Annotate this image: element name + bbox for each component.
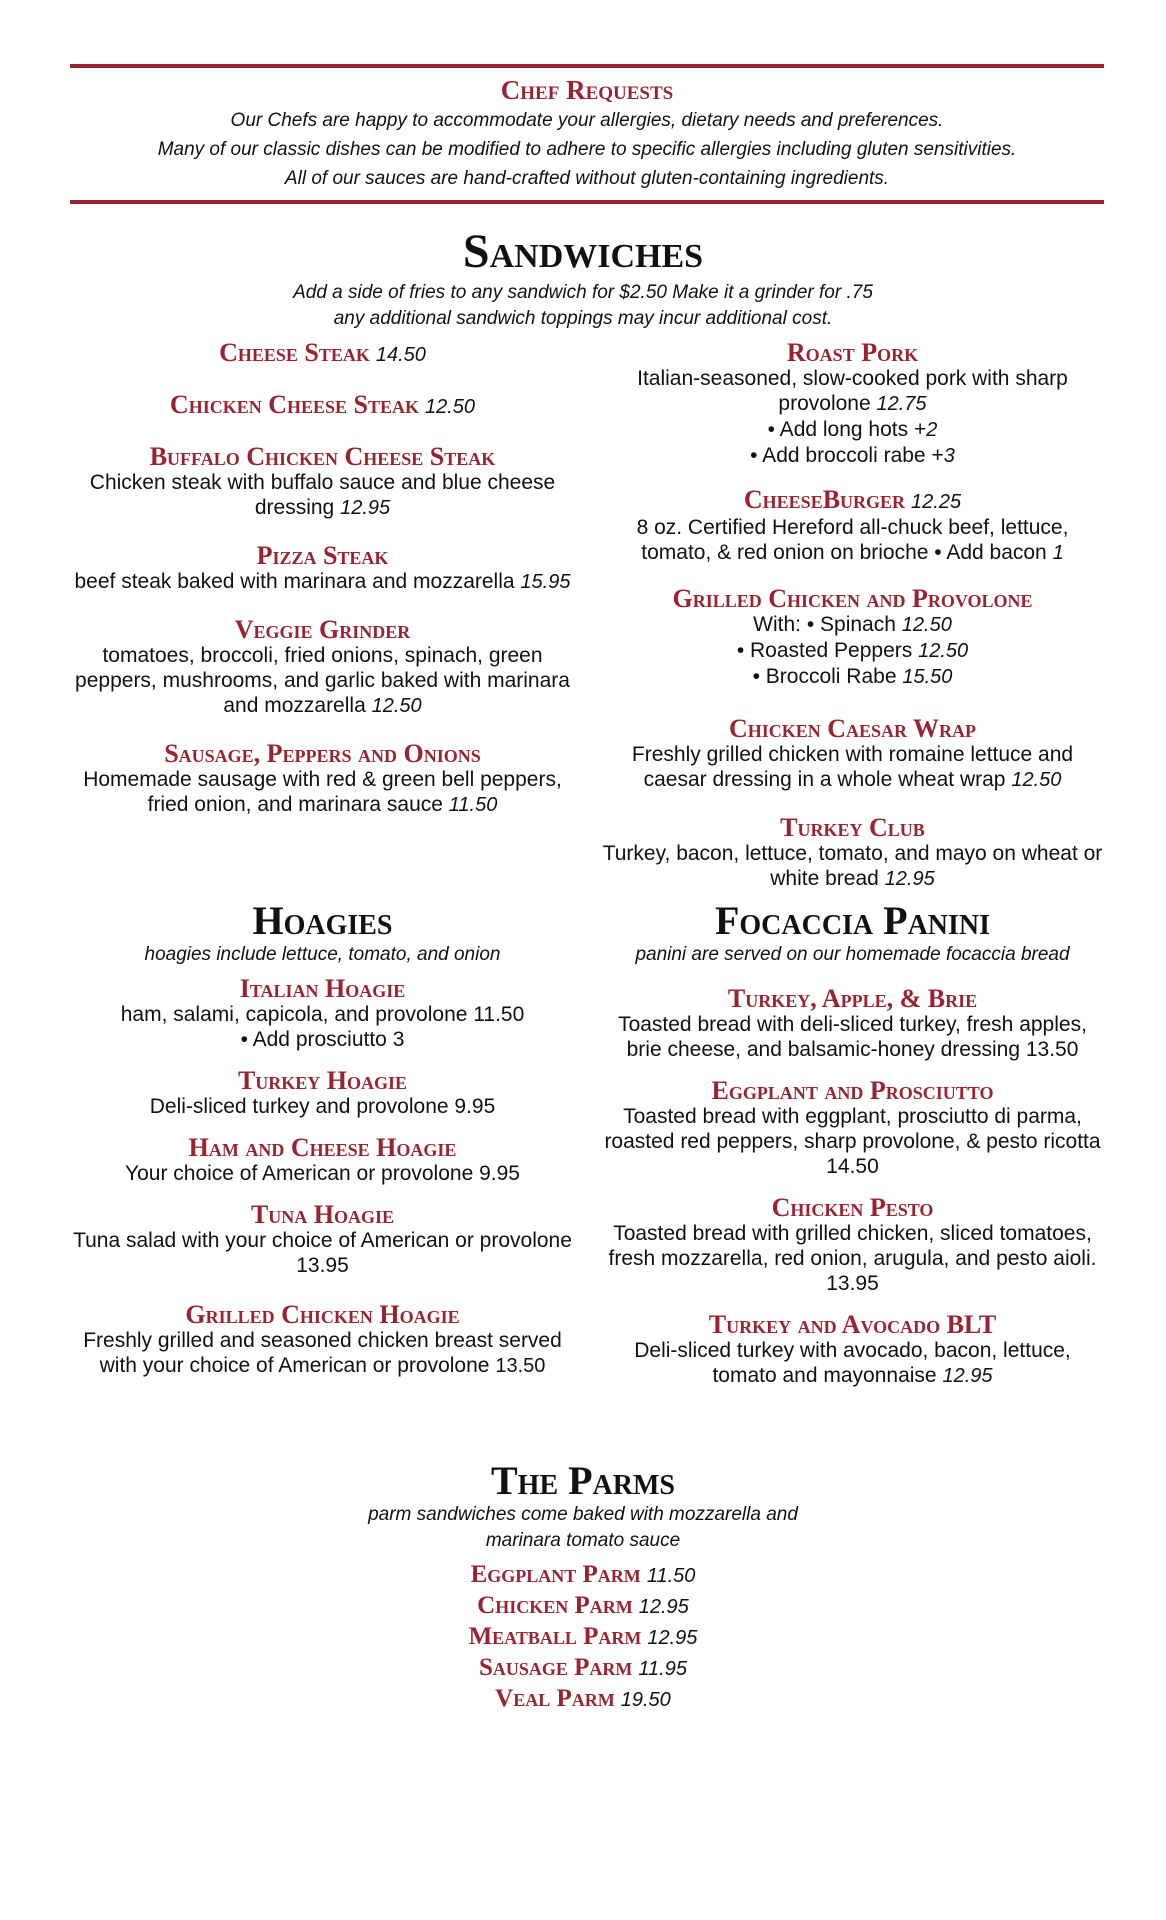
parms-title: The Parms <box>490 1458 675 1503</box>
item-desc: Toasted bread with eggplant, prosciutto di parma, roasted red peppers, sharp provolone, & pesto ricotta 14.50 <box>604 1105 1101 1178</box>
addon-prosciutto: • Add prosciutto 3 <box>240 1028 405 1051</box>
item-price: 12.25 <box>911 491 962 513</box>
item-desc: Homemade sausage with red & green bell peppers, fried onion, and marinara sauce <box>83 768 562 816</box>
item-desc: Chicken steak with buffalo sauce and blue cheese dressing <box>89 471 556 519</box>
parms-list <box>283 1560 883 1715</box>
chef-requests-title: Chef Requests <box>500 75 674 105</box>
item-name: Chicken Cheese Steak <box>169 390 419 419</box>
item-desc: Italian-seasoned, slow-cooked pork with sharp provolone <box>637 367 1068 415</box>
menu-item <box>70 976 575 1052</box>
menu-item-roast-pork <box>600 340 1105 469</box>
menu-item <box>283 1560 883 1591</box>
addon-price: 2 <box>926 419 938 441</box>
item-desc: Freshly grilled and seasoned chicken breast served with your choice of American or provolone <box>83 1329 562 1377</box>
item-name: Meatball Parm <box>468 1623 642 1650</box>
sandwiches-right-column <box>600 340 1105 914</box>
item-price: 12.50 <box>1011 769 1062 791</box>
item-desc: Tuna salad with your choice of American or provolone 13.95 <box>73 1229 572 1277</box>
menu-item <box>283 1591 883 1622</box>
item-desc: Toasted bread with deli-sliced turkey, fresh apples, brie cheese, and balsamic-honey dressing 13.50 <box>618 1013 1087 1061</box>
item-desc: beef steak baked with marinara and mozzarella <box>74 570 515 593</box>
item-name: Chicken Pesto <box>771 1193 934 1222</box>
menu-item <box>70 340 575 368</box>
menu-item <box>70 1068 575 1119</box>
item-name: Veggie Grinder <box>234 615 411 644</box>
menu-item <box>70 1302 575 1379</box>
item-price: 11.50 <box>448 794 498 816</box>
chef-line-1: Our Chefs are happy to accommodate your allergies, dietary needs and preferences. <box>230 110 944 131</box>
option-price: 15.50 <box>902 666 953 688</box>
item-name: Ham and Cheese Hoagie <box>188 1133 457 1162</box>
item-desc: ham, salami, capicola, and provolone 11.50 <box>120 1003 525 1026</box>
menu-item-chicken-caesar-wrap <box>600 716 1105 793</box>
option-price: 12.50 <box>901 614 952 636</box>
panini-column <box>600 986 1105 1411</box>
item-price: 12.95 <box>638 1596 689 1618</box>
item-name: Turkey Hoagie <box>237 1066 408 1095</box>
item-name: Sausage, Peppers and Onions <box>164 739 481 768</box>
item-desc: Freshly grilled chicken with romaine lettuce and caesar dressing in a whole wheat wrap <box>631 743 1074 791</box>
hoagies-title: Hoagies <box>252 898 393 943</box>
item-price: 12.95 <box>942 1365 993 1387</box>
item-name: Eggplant Parm <box>470 1561 641 1588</box>
item-name: Grilled Chicken and Provolone <box>672 584 1033 613</box>
item-price: 12.50 <box>371 695 422 717</box>
parms-sub-2: marinara tomato sauce <box>485 1530 681 1551</box>
menu-item <box>283 1684 883 1715</box>
item-price: 19.50 <box>620 1689 671 1711</box>
menu-item <box>283 1622 883 1653</box>
item-name: CheeseBurger <box>743 485 906 514</box>
option-spinach: With: • Spinach <box>753 613 896 636</box>
menu-item <box>600 1312 1105 1389</box>
menu-item <box>70 1202 575 1278</box>
chef-requests <box>70 74 1104 193</box>
menu-item <box>600 1195 1105 1296</box>
item-name: Grilled Chicken Hoagie <box>185 1300 460 1329</box>
item-price: 12.75 <box>876 393 927 415</box>
sandwiches-title: Sandwiches <box>462 225 704 278</box>
menu-item <box>283 1653 883 1684</box>
item-name: Turkey and Avocado BLT <box>708 1310 997 1339</box>
item-desc: Turkey, bacon, lettuce, tomato, and mayo on wheat or white bread <box>602 842 1103 890</box>
option-roasted-peppers: • Roasted Peppers <box>736 639 913 662</box>
item-price: 14.50 <box>375 344 426 366</box>
item-desc: Deli-sliced turkey and provolone 9.95 <box>149 1095 496 1118</box>
menu-item <box>70 444 575 521</box>
item-price: 11.95 <box>638 1658 687 1680</box>
parms-sub-1: parm sandwiches come baked with mozzarella and <box>368 1504 798 1525</box>
item-name: Roast Pork <box>786 338 919 367</box>
item-price: 12.95 <box>884 868 935 890</box>
item-name: Turkey, Apple, & Brie <box>727 984 978 1013</box>
item-name: Eggplant and Prosciutto <box>711 1076 994 1105</box>
bottom-divider <box>70 200 1104 204</box>
item-price: 12.50 <box>425 396 476 418</box>
item-name: Sausage Parm <box>478 1654 633 1681</box>
item-price: 13.50 <box>495 1355 546 1377</box>
chef-line-3: All of our sauces are hand-crafted without gluten-containing ingredients. <box>284 168 890 189</box>
item-price: 12.95 <box>340 497 391 519</box>
item-name: Buffalo Chicken Cheese Steak <box>149 442 496 471</box>
item-desc: Deli-sliced turkey with avocado, bacon, lettuce, tomato and mayonnaise <box>634 1339 1071 1387</box>
item-price: 12.95 <box>647 1627 698 1649</box>
item-name: Turkey Club <box>780 813 925 842</box>
menu-item <box>70 617 575 719</box>
item-name: Cheese Steak <box>219 338 370 367</box>
addon-broccoli-rabe: • Add broccoli rabe + <box>750 444 944 467</box>
menu-item <box>70 392 575 420</box>
item-name: Pizza Steak <box>256 541 389 570</box>
addon-price: 1 <box>1052 542 1064 564</box>
item-desc: tomatoes, broccoli, fried onions, spinach, green peppers, mushrooms, and garlic baked with marinara and mozzarella <box>75 644 570 717</box>
item-desc: Your choice of American or provolone 9.95 <box>125 1162 520 1185</box>
item-name: Chicken Parm <box>477 1592 633 1619</box>
menu-item <box>70 741 575 818</box>
menu-item <box>70 543 575 595</box>
menu-item <box>600 1078 1105 1179</box>
menu-item-cheeseburger <box>600 487 1105 566</box>
sandwiches-sub-2: any additional sandwich toppings may incur additional cost. <box>333 308 833 329</box>
option-price: 12.50 <box>918 640 969 662</box>
item-name: Tuna Hoagie <box>250 1200 395 1229</box>
option-broccoli-rabe: • Broccoli Rabe <box>752 665 897 688</box>
item-desc: 8 oz. Certified Hereford all-chuck beef, lettuce, tomato, & red onion on brioche • Add bacon <box>636 516 1069 564</box>
item-price: 11.50 <box>646 1565 696 1587</box>
menu-item <box>600 986 1105 1062</box>
chef-line-2: Many of our classic dishes can be modified to adhere to specific allergies including gluten sensitivities. <box>157 139 1017 160</box>
panini-title: Focaccia Panini <box>714 898 991 943</box>
item-name: Italian Hoagie <box>239 974 406 1003</box>
menu-item-turkey-club <box>600 815 1105 892</box>
sandwiches-left-column <box>70 340 575 840</box>
item-name: Chicken Caesar Wrap <box>728 714 977 743</box>
addon-price: 3 <box>943 445 955 467</box>
item-desc: Toasted bread with grilled chicken, sliced tomatoes, fresh mozzarella, red onion, arugula, and pesto aioli. 13.95 <box>608 1222 1097 1295</box>
top-divider <box>70 64 1104 68</box>
sandwiches-sub-1: Add a side of fries to any sandwich for $2.50 Make it a grinder for .75 <box>293 282 873 303</box>
hoagies-sub: hoagies include lettuce, tomato, and onion <box>144 944 501 965</box>
item-name: Veal Parm <box>495 1685 615 1712</box>
menu-item <box>70 1135 575 1186</box>
menu-item-grilled-chicken-provolone <box>600 586 1105 690</box>
addon-long-hots: • Add long hots + <box>767 418 927 441</box>
hoagies-column <box>70 976 575 1401</box>
panini-sub: panini are served on our homemade focaccia bread <box>635 944 1070 965</box>
item-price: 15.95 <box>520 571 571 593</box>
